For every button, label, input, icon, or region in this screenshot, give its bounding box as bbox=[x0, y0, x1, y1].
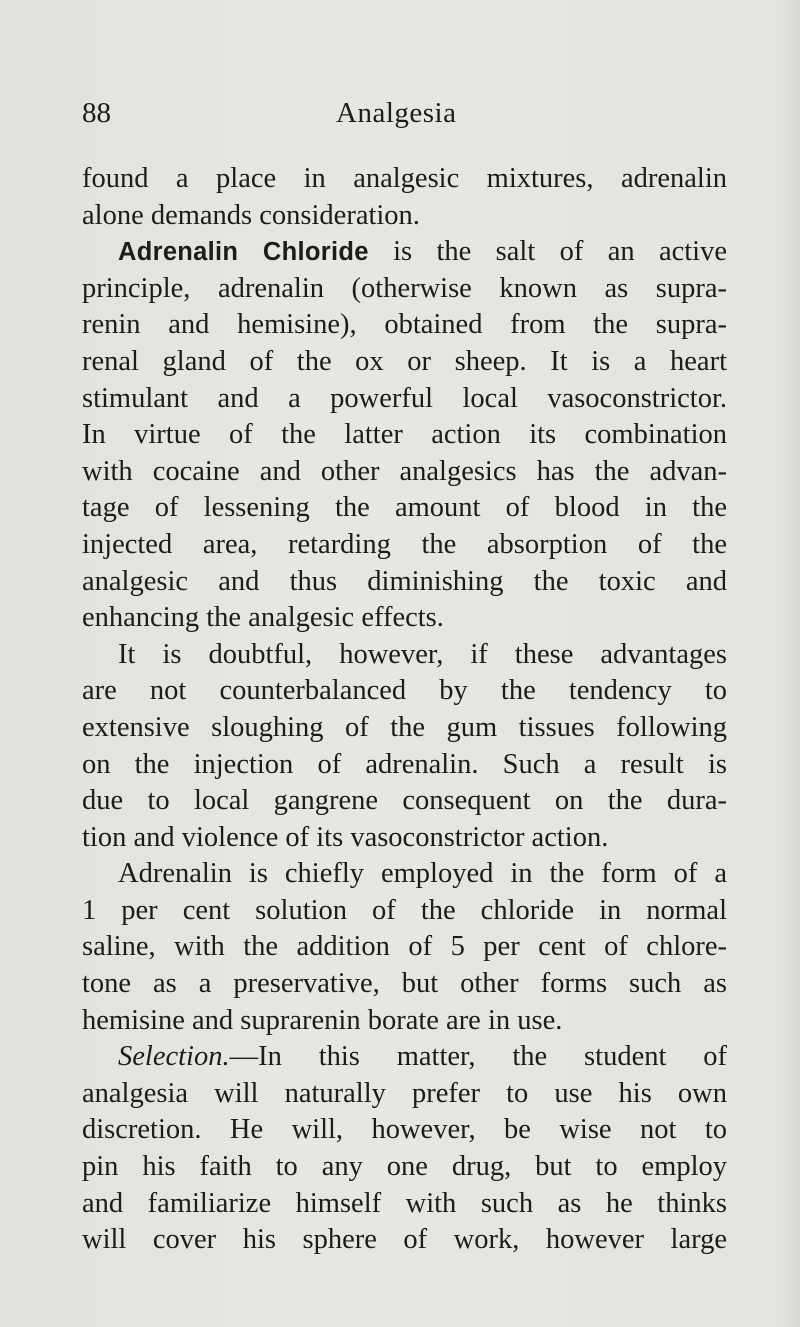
page-number: 88 bbox=[82, 97, 111, 129]
running-head bbox=[82, 97, 727, 137]
text-line: tone as a preservative, but other forms such as bbox=[82, 968, 727, 1000]
text-line-continuation: is the salt of an active bbox=[368, 236, 727, 268]
text-line: found a place in analgesic mixtures, adrenalin bbox=[82, 163, 727, 194]
text-line: extensive sloughing of the gum tissues following bbox=[82, 711, 727, 743]
text-line: analgesia will naturally prefer to use his own bbox=[82, 1077, 727, 1109]
text-line: principle, adrenalin (otherwise known as supra- bbox=[82, 272, 727, 304]
text-line: tion and violence of its vasoconstrictor action. bbox=[82, 821, 609, 853]
text-line: renin and hemisine), obtained from the supra- bbox=[82, 309, 727, 341]
page-edge-shadow bbox=[780, 0, 800, 1327]
text-line: will cover his sphere of work, however large bbox=[82, 1224, 727, 1256]
text-line: are not counterbalanced by the tendency to bbox=[82, 675, 727, 707]
text-line: enhancing the analgesic effects. bbox=[82, 602, 444, 634]
text-line: and familiarize himself with such as he thinks bbox=[82, 1187, 727, 1219]
text-line: analgesic and thus diminishing the toxic and bbox=[82, 565, 727, 597]
text-line: saline, with the addition of 5 per cent of chlore- bbox=[82, 931, 727, 963]
text-line: It is doubtful, however, if these advantages bbox=[118, 638, 727, 670]
text-line: on the injection of adrenalin. Such a result is bbox=[82, 748, 727, 780]
text-line: pin his faith to any one drug, but to employ bbox=[82, 1151, 727, 1183]
text-line: Adrenalin is chiefly employed in the form of a bbox=[118, 858, 727, 890]
text-line: due to local gangrene consequent on the dura- bbox=[82, 785, 727, 817]
text-line: discretion. He will, however, be wise not to bbox=[82, 1114, 727, 1146]
text-line: In virtue of the latter action its combination bbox=[82, 419, 727, 451]
text-line: renal gland of the ox or sheep. It is a heart bbox=[82, 345, 727, 377]
running-title: Analgesia bbox=[336, 97, 457, 129]
text-line: 1 per cent solution of the chloride in normal bbox=[82, 894, 727, 926]
body-text bbox=[82, 161, 727, 1259]
subhead-adrenalin-chloride: Adrenalin Chloride bbox=[118, 238, 369, 267]
text-line: hemisine and suprarenin borate are in use. bbox=[82, 1004, 563, 1036]
text-line: alone demands consideration. bbox=[82, 199, 420, 231]
text-line bbox=[82, 1039, 727, 1076]
text-line-continuation: —In this matter, the student of bbox=[229, 1041, 727, 1073]
text-line bbox=[82, 234, 727, 271]
subhead-selection: Selection. bbox=[118, 1041, 230, 1073]
text-line: stimulant and a powerful local vasoconstrictor. bbox=[82, 382, 727, 414]
text-line: tage of lessening the amount of blood in the bbox=[82, 492, 727, 524]
text-line: injected area, retarding the absorption of the bbox=[82, 528, 727, 560]
text-line: with cocaine and other analgesics has the advan- bbox=[82, 455, 727, 487]
